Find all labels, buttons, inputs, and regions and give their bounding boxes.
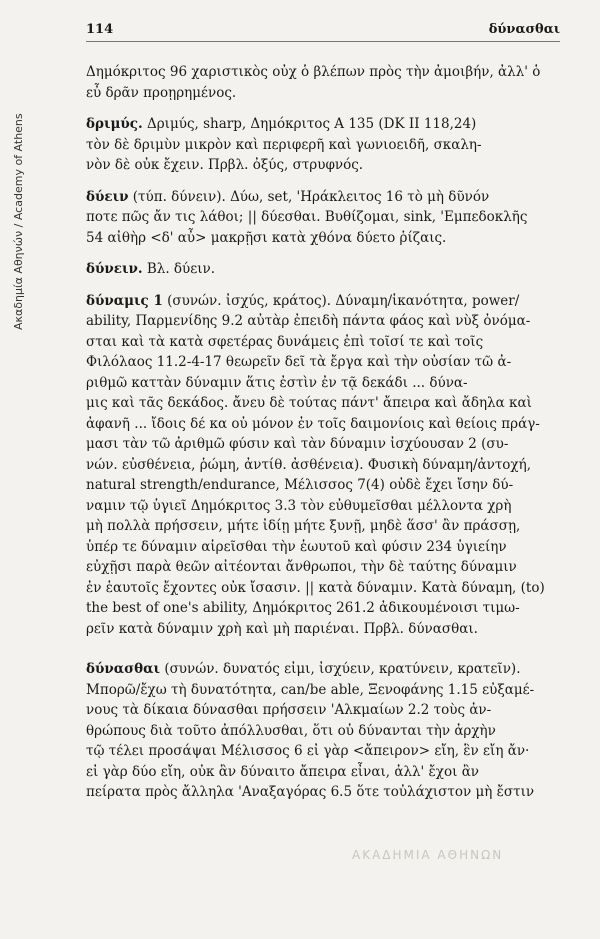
entry-dynein: [86, 259, 562, 280]
entry-lemma: δριμύς.: [86, 116, 143, 132]
text-line: the best of one's ability, Δημόκριτος 261.2 ἀδικουμένοισι τιμω-: [86, 600, 520, 616]
page-number: 114: [86, 22, 114, 37]
text-line: ριθμῶ καττὰν δύναμιν ἅτις ἐστὶν ἐν τᾷ δεκάδι ... δύνα-: [86, 374, 468, 391]
text-line: δύνασθαι (συνών. δυνατός εἰμι, ἰσχύειν, κρατύνειν, κρατεῖν).: [86, 661, 521, 677]
text-line: νὸν δὲ οὐκ ἔχειν. Πρβλ. ὀξύς, στρυφνός.: [86, 157, 364, 173]
text-line: δύνειν. Βλ. δύειν.: [86, 261, 216, 277]
archive-side-label: Ακαδημία Αθηνών / Academy of Athens: [12, 113, 25, 330]
text-line: μὴ πολλὰ πρήσσειν, μήτε ἰδίῃ μήτε ξυνῇ, μηδὲ ἅσσ' ἂν πράσσῃ,: [86, 518, 521, 534]
entry-lemma: δύναμις 1: [86, 292, 163, 309]
page-content: [86, 62, 562, 803]
text-line: πείρατα πρὸς ἄλληλα 'Αναξαγόρας 6.5 ὅτε τοὐλάχιστον μὴ ἔστιν: [86, 784, 535, 800]
entry-lemma: δύνασθαι: [86, 661, 161, 677]
text-line: δύναμις 1 (συνών. ἰσχύς, κράτος). Δύναμη/ἱκανότητα, power/: [86, 292, 520, 309]
text-line: εὐχῇσι παρὰ θεῶν αἰτέονται ἄνθρωποι, τὴν δὲ ταύτης δύναμιν: [86, 559, 517, 575]
text-line: μασι τὰν τῶ ἀριθμῶ φύσιν καὶ τὰν δύναμιν ἰσχύουσαν 2 (συ-: [86, 436, 509, 452]
text-line: νους τὰ δίκαια δύνασθαι πρήσσειν 'Αλκμαίων 2.2 τοὺς ἀν-: [86, 702, 492, 718]
text-line: τὸν δὲ δριμὺν μικρὸν καὶ περιφερῆ καὶ γωνιοειδῆ, σκαλη-: [86, 136, 482, 153]
text-line: νών. εὐσθένεια, ῥώμη, ἀντίθ. ἀσθένεια). Φυσικὴ δύναμη/ἀντοχή,: [86, 456, 531, 473]
text-line: ρεῖν κατὰ δύναμιν χρὴ καὶ μὴ παριέναι. Πρβλ. δύνασθαι.: [86, 620, 478, 637]
running-head: δύνασθαι: [488, 22, 560, 37]
text-line: ναμιν τῷ ὑγιεῖ Δημόκριτος 3.3 τὸν εὐθυμεῖσθαι μέλλοντα χρὴ: [86, 497, 512, 514]
entry-dynasthai: [86, 659, 562, 803]
text-line: εἰ γὰρ δύο εἴη, οὐκ ἂν δύναιτο ἄπειρα εἶναι, ἀλλ' ἔχοι ἂν: [86, 763, 480, 780]
text-line: μις καὶ τᾶς δεκάδος. ἄνευ δὲ τούτας πάντ' ἄπειρα καὶ ἄδηλα καὶ: [86, 395, 532, 411]
entry-dyein: [86, 187, 562, 249]
academy-watermark: ΑΚΑΔΗΜΙΑ ΑΘΗΝΩΝ: [352, 848, 504, 862]
entry-continuation: [86, 62, 562, 103]
entry-lemma: δύνειν.: [86, 261, 143, 277]
text-line: εὖ δρᾶν προῃρημένος.: [86, 84, 237, 101]
text-line: Μπορῶ/ἔχω τὴ δυνατότητα, can/be able, Ξενοφάνης 1.15 εὐξαμέ-: [86, 681, 535, 698]
text-line: natural strength/endurance, Μέλισσος 7(4) οὐδὲ ἔχει ἴσην δύ-: [86, 477, 514, 493]
text-line: Δημόκριτος 96 χαριστικὸς οὐχ ὁ βλέπων πρὸς τὴν ἀμοιβήν, ἀλλ' ὁ: [86, 64, 541, 80]
text-line: σται καὶ τὰ κατὰ σφετέρας δυνάμεις ἐπὶ τοῖσί τε καὶ τοῖς: [86, 333, 484, 350]
page-header: [86, 22, 560, 42]
text-line: θρώπους διὰ τοῦτο ἀπόλλυσθαι, ὅτι οὐ δύνανται τὴν ἀρχὴν: [86, 722, 496, 739]
text-line: ability, Παρμενίδης 9.2 αὐτὰρ ἐπειδὴ πάντα φάος καὶ νὺξ ὀνόμα-: [86, 313, 531, 329]
entry-drimys: [86, 114, 562, 176]
entry-lemma: δύειν: [86, 188, 129, 205]
text-line: ἀφανῆ ... ἴδοις δέ κα οὐ μόνον ἐν τοῖς δαιμονίοις καὶ θείοις πράγ-: [86, 415, 540, 432]
entry-dynamis: [86, 291, 562, 640]
text-line: τῷ τέλει προσάψαι Μέλισσος 6 εἰ γὰρ <ἄπειρον> εἴη, ἓν εἴη ἄν·: [86, 743, 530, 759]
text-line: ἐν ἑαυτοῖς ἔχοντες οὐκ ἴσασιν. || κατὰ δύναμιν. Κατὰ δύναμη, (to): [86, 579, 545, 596]
text-line: Φιλόλαος 11.2-4-17 θεωρεῖν δεῖ τὰ ἔργα καὶ τὴν οὐσίαν τῶ ἀ-: [86, 354, 512, 370]
text-line: ποτε πῶς ἄν τις λάθοι; || δύεσθαι. Βυθίζομαι, sink, 'Εμπεδοκλῆς: [86, 209, 528, 225]
text-line: δύειν (τύπ. δύνειν). Δύω, set, 'Ηράκλειτος 16 τὸ μὴ δῦνόν: [86, 188, 490, 205]
text-line: ὑπέρ τε δύναμιν αἱρεῖσθαι τὴν ἑωυτοῦ καὶ φύσιν 234 ὑγιείην: [86, 538, 507, 555]
text-line: 54 αἰθὴρ <δ' αὖ> μακρῇσι κατὰ χθόνα δύετο ῥίζαις.: [86, 229, 447, 246]
text-line: δριμύς. Δριμύς, sharp, Δημόκριτος Α 135 (DK II 118,24): [86, 116, 477, 132]
